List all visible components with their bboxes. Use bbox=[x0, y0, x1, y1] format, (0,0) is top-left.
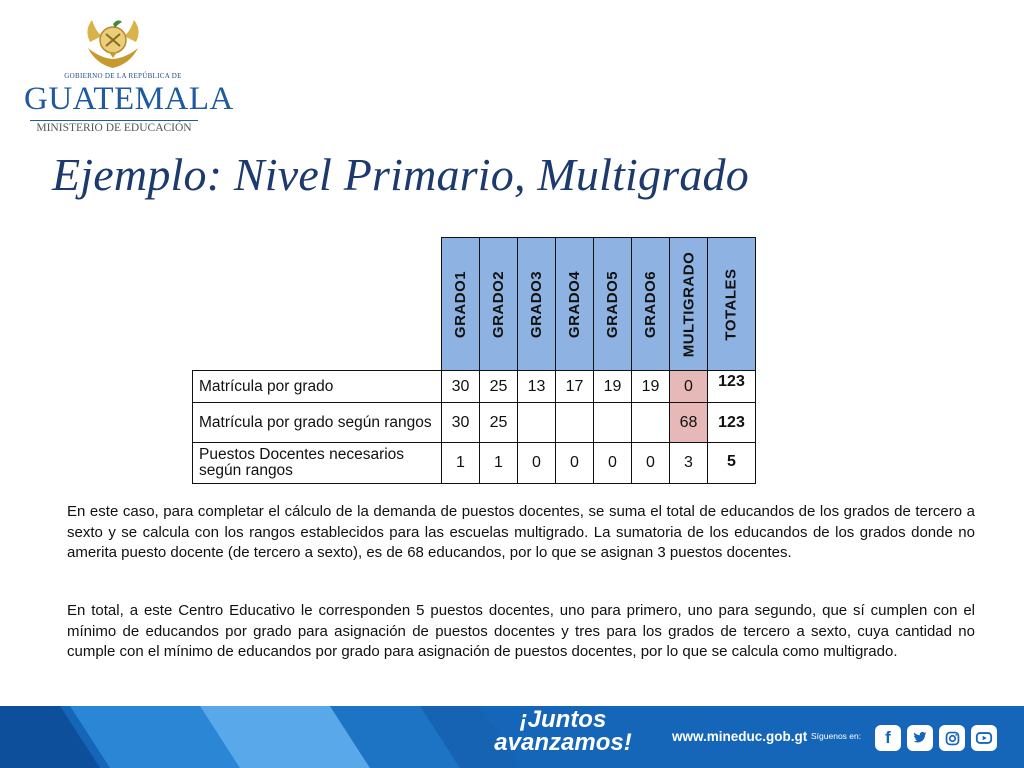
column-header: GRADO6 bbox=[631, 237, 670, 371]
youtube-icon[interactable] bbox=[971, 725, 997, 751]
row-label: Matrícula por grado según rangos bbox=[192, 402, 442, 443]
logo-divider bbox=[30, 120, 198, 121]
coat-of-arms-icon bbox=[82, 12, 144, 72]
column-header: GRADO5 bbox=[593, 237, 632, 371]
slogan-line-2: avanzamos! bbox=[494, 729, 632, 756]
table-cell: 0 bbox=[593, 442, 632, 484]
summary-paragraph: En total, a este Centro Educativo le corresponden 5 puestos docentes, uno para primero, uno para segundo, que sí cumplen con el mínimo de educandos por grado para asignación de puestos docentes y tres para los grados de tercero a sexto, cuya cantidad no cumple con el mínimo de educandos por grado para asignación de puestos docentes, por lo que se calcula como multigrado. bbox=[67, 602, 975, 660]
table-cell-multigrado: 68 bbox=[669, 402, 708, 443]
column-header: TOTALES bbox=[707, 237, 756, 371]
table-cell: 1 bbox=[479, 442, 518, 484]
column-header: GRADO2 bbox=[479, 237, 518, 371]
explanation-paragraph: En este caso, para completar el cálculo de la demanda de puestos docentes, se suma el total de educandos de los grados de tercero a sexto y se calcula con los rangos establecidos para las escuelas multigrado. La sumatoria de los educandos de los grados donde no amerita puesto docente (de tercero a sexto), es de 68 educandos, por lo que se asignan 3 puestos docentes. bbox=[67, 503, 975, 561]
table-cell: 0 bbox=[517, 442, 556, 484]
slide-title: Ejemplo: Nivel Primario, Multigrado bbox=[52, 149, 749, 200]
table-cell-total: 123 bbox=[707, 402, 756, 443]
table-cell bbox=[555, 402, 594, 443]
table-cell: 0 bbox=[631, 442, 670, 484]
table-cell bbox=[631, 402, 670, 443]
table-cell: 13 bbox=[517, 370, 556, 403]
table-cell-multigrado: 0 bbox=[669, 370, 708, 403]
table-cell: 30 bbox=[441, 402, 480, 443]
table-cell: 19 bbox=[593, 370, 632, 403]
table-cell-multigrado: 3 bbox=[669, 442, 708, 484]
table-cell: 0 bbox=[555, 442, 594, 484]
instagram-icon[interactable] bbox=[939, 725, 965, 751]
table-cell: 17 bbox=[555, 370, 594, 403]
column-header: GRADO1 bbox=[441, 237, 480, 371]
table-cell: 19 bbox=[631, 370, 670, 403]
column-header: GRADO3 bbox=[517, 237, 556, 371]
website-link[interactable]: www.mineduc.gob.gt bbox=[672, 729, 808, 744]
row-label: Matrícula por grado bbox=[192, 370, 442, 403]
table-cell-total: 123 bbox=[707, 370, 756, 403]
follow-us-label: Síguenos en: bbox=[811, 731, 862, 741]
slogan bbox=[488, 708, 638, 754]
column-header: MULTIGRADO bbox=[669, 237, 708, 371]
table-cell bbox=[593, 402, 632, 443]
slogan-line-1: ¡Juntos bbox=[519, 706, 607, 733]
twitter-icon[interactable] bbox=[907, 725, 933, 751]
logo-government-text: GOBIERNO DE LA REPÚBLICA DE bbox=[64, 72, 182, 80]
row-label: Puestos Docentes necesarios según rangos bbox=[192, 442, 442, 484]
table-cell bbox=[517, 402, 556, 443]
logo-ministry-text: MINISTERIO DE EDUCACIÓN bbox=[36, 122, 192, 134]
column-header: GRADO4 bbox=[555, 237, 594, 371]
ministry-logo bbox=[24, 12, 234, 137]
facebook-icon[interactable]: f bbox=[875, 725, 901, 751]
table-cell: 30 bbox=[441, 370, 480, 403]
logo-guatemala-text: GUATEMALA bbox=[24, 81, 234, 117]
footer-decoration bbox=[0, 706, 520, 768]
table-cell: 25 bbox=[479, 402, 518, 443]
table-cell-total: 5 bbox=[707, 442, 756, 484]
table-cell: 25 bbox=[479, 370, 518, 403]
table-cell: 1 bbox=[441, 442, 480, 484]
